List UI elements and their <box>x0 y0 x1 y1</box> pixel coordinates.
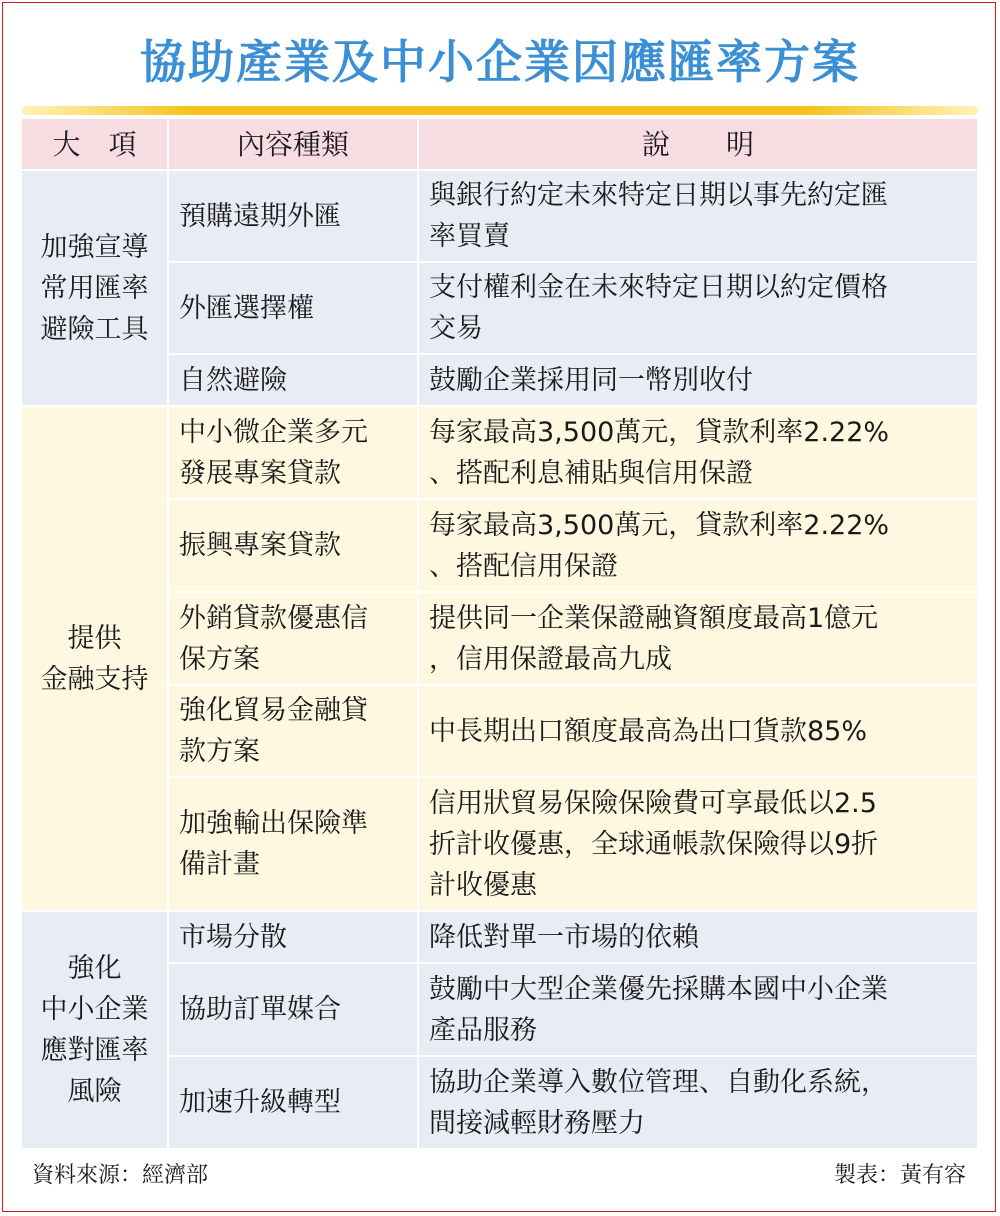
category-line: 風險 <box>67 1076 122 1107</box>
description-line: 率買賣 <box>429 221 510 252</box>
type-cell <box>168 499 418 592</box>
type-line: 外匯選擇權 <box>179 292 314 324</box>
header-description: 說 明 <box>418 119 978 170</box>
type-line: 備計畫 <box>179 849 260 880</box>
description-line: 、搭配信用保證 <box>429 550 618 582</box>
description-cell <box>418 1056 978 1149</box>
type-line: 協助訂單媒合 <box>179 994 341 1025</box>
table-row <box>22 170 978 262</box>
category-line: 應對匯率 <box>40 1035 149 1066</box>
category-cell <box>22 406 168 911</box>
type-cell <box>168 592 418 685</box>
description-line: 計收優惠 <box>429 869 537 901</box>
description-line: 交易 <box>429 313 483 344</box>
type-cell <box>168 963 418 1056</box>
description-line: 每家最高3,500萬元，貸款利率2.22% <box>429 416 890 448</box>
category-cell <box>22 170 168 406</box>
table-body <box>22 170 978 1149</box>
type-line: 強化貿易金融貸 <box>179 695 368 726</box>
category-line: 常用匯率 <box>40 272 149 304</box>
type-line: 市場分散 <box>179 921 287 953</box>
description-cell <box>418 592 978 685</box>
description-line: 鼓勵中大型企業優先採購本國中小企業 <box>429 973 888 1005</box>
type-cell <box>168 354 418 406</box>
type-line: 發展專案貸款 <box>179 457 341 489</box>
type-cell <box>168 262 418 354</box>
type-cell <box>168 685 418 777</box>
header-category: 大 項 <box>22 119 168 170</box>
type-cell <box>168 406 418 499</box>
description-line: 信用狀貿易保險保險費可享最低以2.5 <box>429 787 877 819</box>
type-line: 自然避險 <box>179 364 287 396</box>
description-cell <box>418 685 978 777</box>
table-row <box>22 406 978 499</box>
type-line: 款方案 <box>179 736 260 767</box>
description-cell <box>418 406 978 499</box>
description-cell <box>418 911 978 963</box>
description-line: 間接減輕財務壓力 <box>429 1107 645 1139</box>
type-line: 預購遠期外匯 <box>179 200 341 232</box>
description-line: 協助企業導入數位管理、自動化系統， <box>429 1066 888 1098</box>
title-divider <box>22 106 978 115</box>
type-line: 外銷貸款優惠信 <box>179 602 368 634</box>
credit-note: 製表：黃有容 <box>833 1163 966 1188</box>
description-line: 產品服務 <box>429 1014 537 1046</box>
category-line: 金融支持 <box>40 663 149 695</box>
description-line: 鼓勵企業採用同一幣別收付 <box>429 364 753 396</box>
description-line: 提供同一企業保證融資額度最高1億元 <box>429 602 879 634</box>
description-cell <box>418 777 978 911</box>
type-line: 中小微企業多元 <box>179 416 368 448</box>
description-line: 折計收優惠，全球通帳款保險得以9折 <box>429 828 879 860</box>
description-cell <box>418 499 978 592</box>
category-line: 強化 <box>67 953 122 984</box>
type-line: 保方案 <box>179 643 260 675</box>
description-cell <box>418 262 978 354</box>
type-line: 振興專案貸款 <box>179 530 341 561</box>
description-line: 中長期出口額度最高為出口貨款85% <box>429 715 868 747</box>
description-line: 支付權利金在未來特定日期以約定價格 <box>429 272 888 303</box>
description-line: 與銀行約定未來特定日期以事先約定匯 <box>429 180 888 211</box>
type-line: 加強輸出保險準 <box>179 808 368 839</box>
description-line: 每家最高3,500萬元，貸款利率2.22% <box>429 509 890 541</box>
header-type: 內容種類 <box>168 119 418 170</box>
type-line: 加速升級轉型 <box>179 1087 341 1118</box>
description-line: 、搭配利息補貼與信用保證 <box>429 457 753 489</box>
type-cell <box>168 777 418 911</box>
description-cell <box>418 170 978 262</box>
description-cell <box>418 963 978 1056</box>
table-row <box>22 911 978 963</box>
category-line: 提供 <box>67 622 122 654</box>
category-line: 避險工具 <box>40 313 149 345</box>
source-note: 資料來源：經濟部 <box>32 1163 209 1188</box>
policy-table <box>22 119 979 1150</box>
type-cell <box>168 911 418 963</box>
category-line: 加強宣導 <box>40 231 149 263</box>
type-cell <box>168 170 418 262</box>
category-line: 中小企業 <box>40 994 149 1025</box>
description-line: ，信用保證最高九成 <box>429 643 672 675</box>
type-cell <box>168 1056 418 1149</box>
category-cell <box>22 911 168 1149</box>
table-header-row <box>22 119 978 170</box>
page-title: 協助產業及中小企業因應匯率方案 <box>140 35 860 89</box>
description-cell <box>418 354 978 406</box>
description-line: 降低對單一市場的依賴 <box>429 921 699 953</box>
